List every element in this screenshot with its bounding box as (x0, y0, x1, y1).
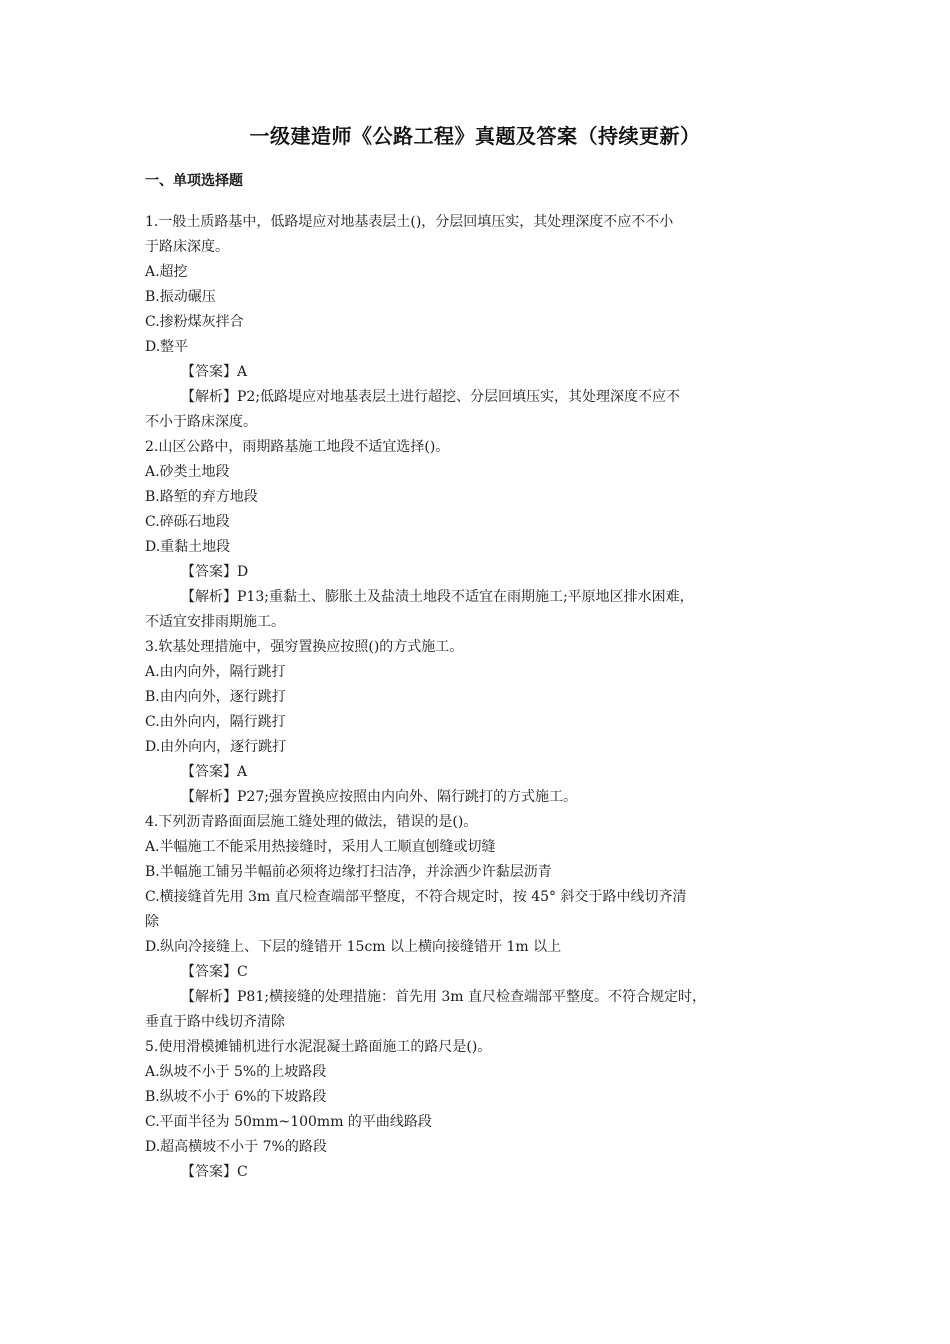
text-line: A.由内向外，隔行跳打 (145, 664, 286, 680)
text-line: 3.软基处理措施中，强穷置换应按照()的方式施工。 (145, 639, 464, 655)
text-line: D.纵向冷接缝上、下层的缝错开 15cm 以上横向接缝错开 1m 以上 (145, 939, 562, 955)
text-line: C.掺粉煤灰拌合 (145, 314, 244, 330)
text-line: 【解析】P27;强夯置换应按照由内向外、隔行跳打的方式施工。 (181, 789, 577, 805)
text-line: 【解析】P81;横接缝的处理措施：首先用 3m 直尺检查端部平整度。不符合规定时， (181, 989, 707, 1005)
text-line: 5.使用滑模摊铺机进行水泥混凝土路面施工的路尺是()。 (145, 1039, 492, 1055)
text-line: 2.山区公路中，雨期路基施工地段不适宜选择()。 (145, 439, 450, 455)
section-heading: 一、单项选择题 (145, 173, 243, 189)
text-line: 4.下列沥青路面面层施工缝处理的做法，错误的是()。 (145, 814, 478, 830)
text-line: D.重黏土地段 (145, 539, 231, 555)
text-line: 不适宜安排雨期施工。 (145, 614, 285, 630)
text-line: B.半幅施工铺另半幅前必须将边缘打扫洁净，并涂洒少许黏层沥青 (145, 864, 552, 880)
text-line: A.纵坡不小于 5%的上坡路段 (145, 1064, 327, 1080)
text-line: C.横接缝首先用 3m 直尺检查端部平整度，不符合规定时，按 45° 斜交于路中线切齐清 (145, 889, 687, 905)
text-line: 【解析】P13;重黏土、膨胀土及盐渍土地段不适宜在雨期施工;平原地区排水困难， (181, 589, 694, 605)
text-line: 除 (145, 914, 159, 930)
text-line: A.超挖 (145, 264, 188, 280)
text-line: C.由外向内，隔行跳打 (145, 714, 286, 730)
text-line: D.由外向内，逐行跳打 (145, 739, 287, 755)
text-line: B.由内向外，逐行跳打 (145, 689, 286, 705)
text-line: B.振动碾压 (145, 289, 216, 305)
text-line: 【答案】D (181, 564, 249, 580)
text-line: 垂直于路中线切齐清除 (145, 1014, 285, 1030)
text-line: C.平面半径为 50mm~100mm 的平曲线路段 (145, 1114, 432, 1130)
text-line: 【解析】P2;低路堤应对地基表层土进行超挖、分层回填压实，其处理深度不应不 (181, 389, 681, 405)
text-line: 1.一般土质路基中，低路堤应对地基表层土()，分层回填压实，其处理深度不应不不小 (145, 214, 674, 230)
text-line: A.砂类土地段 (145, 464, 230, 480)
text-line: B.纵坡不小于 6%的下坡路段 (145, 1089, 327, 1105)
text-line: C.碎砾石地段 (145, 514, 230, 530)
text-line: 【答案】A (181, 364, 248, 380)
document-title: 一级建造师《公路工程》真题及答案（持续更新） (249, 124, 701, 148)
text-line: 【答案】C (181, 1164, 248, 1180)
text-line: B.路堑的弃方地段 (145, 489, 258, 505)
text-line: 【答案】A (181, 764, 248, 780)
question-list (145, 210, 810, 1185)
text-line: 【答案】C (181, 964, 248, 980)
text-line: D.整平 (145, 339, 189, 355)
text-line: D.超高横坡不小于 7%的路段 (145, 1139, 327, 1155)
text-line: 于路床深度。 (145, 239, 229, 255)
text-line: 不小于路床深度。 (145, 414, 257, 430)
text-line: A.半幅施工不能采用热接缝时，采用人工顺直刨缝或切缝 (145, 839, 496, 855)
